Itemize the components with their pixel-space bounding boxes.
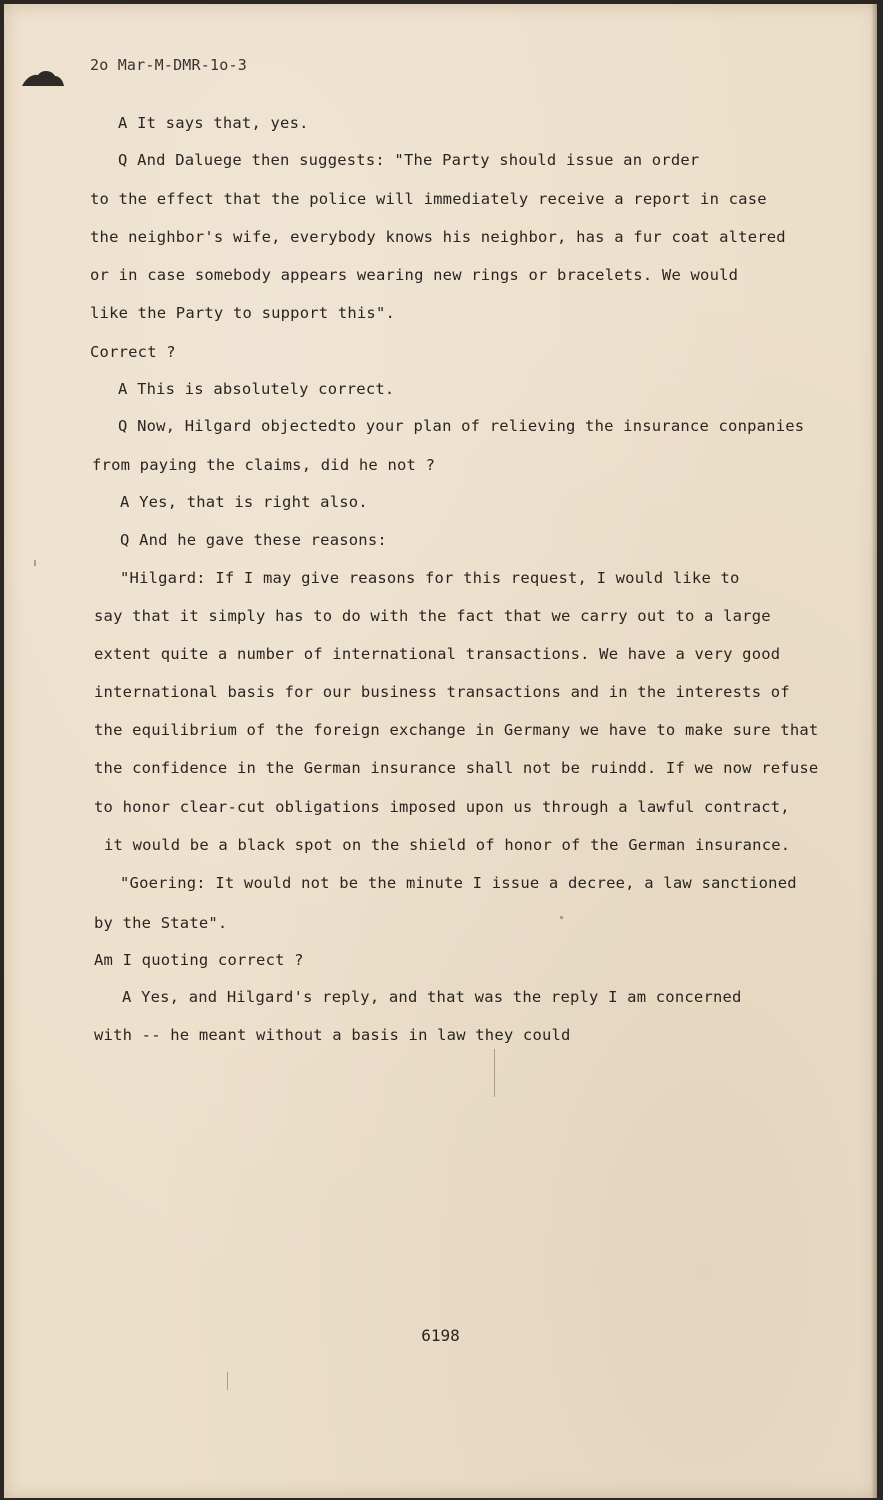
transcript-line: "Hilgard: If I may give reasons for this request, I would like to — [120, 569, 740, 587]
transcript-line: A Yes, that is right also. — [120, 493, 368, 511]
transcript-line: the equilibrium of the foreign exchange in Germany we have to make sure that — [94, 721, 819, 739]
binder-hole-mark — [22, 68, 64, 88]
transcript-line: to honor clear-cut obligations imposed upon us through a lawful contract, — [94, 798, 790, 816]
transcript-line: like the Party to support this". — [90, 304, 396, 322]
transcript-line: A Yes, and Hilgard's reply, and that was the reply I am concerned — [122, 988, 742, 1006]
transcript-line: international basis for our business transactions and in the interests of — [94, 683, 790, 701]
paper-mark — [560, 916, 563, 919]
transcript-line: by the State". — [94, 914, 228, 932]
transcript-line: to the effect that the police will immediately receive a report in case — [90, 190, 767, 208]
transcript-line: extent quite a number of international transactions. We have a very good — [94, 645, 781, 663]
page-number: 6198 — [421, 1326, 460, 1345]
paper-mark — [34, 560, 36, 566]
transcript-line: "Goering: It would not be the minute I issue a decree, a law sanctioned — [120, 874, 797, 892]
transcript-line: it would be a black spot on the shield of honor of the German insurance. — [104, 836, 791, 854]
transcript-line: the confidence in the German insurance shall not be ruindd. If we now refuse — [94, 759, 819, 777]
transcript-line: say that it simply has to do with the fact that we carry out to a large — [94, 607, 771, 625]
transcript-line: Q And he gave these reasons: — [120, 531, 387, 549]
document-header: 2o Mar-M-DMR-1o-3 — [90, 56, 247, 74]
transcript-line: A This is absolutely correct. — [118, 380, 395, 398]
transcript-line: Q Now, Hilgard objectedto your plan of relieving the insurance conpanies — [118, 417, 805, 435]
transcript-line: A It says that, yes. — [118, 114, 309, 132]
transcript-line: Correct ? — [90, 343, 176, 361]
document-page — [4, 4, 877, 1498]
transcript-line: or in case somebody appears wearing new rings or bracelets. We would — [90, 266, 739, 284]
paper-mark — [227, 1372, 228, 1390]
transcript-line: from paying the claims, did he not ? — [92, 456, 436, 474]
transcript-line: Q And Daluege then suggests: "The Party should issue an order — [118, 151, 700, 169]
paper-mark — [494, 1049, 495, 1097]
transcript-line: with -- he meant without a basis in law they could — [94, 1026, 571, 1044]
transcript-line: the neighbor's wife, everybody knows his neighbor, has a fur coat altered — [90, 228, 786, 246]
transcript-line: Am I quoting correct ? — [94, 951, 304, 969]
